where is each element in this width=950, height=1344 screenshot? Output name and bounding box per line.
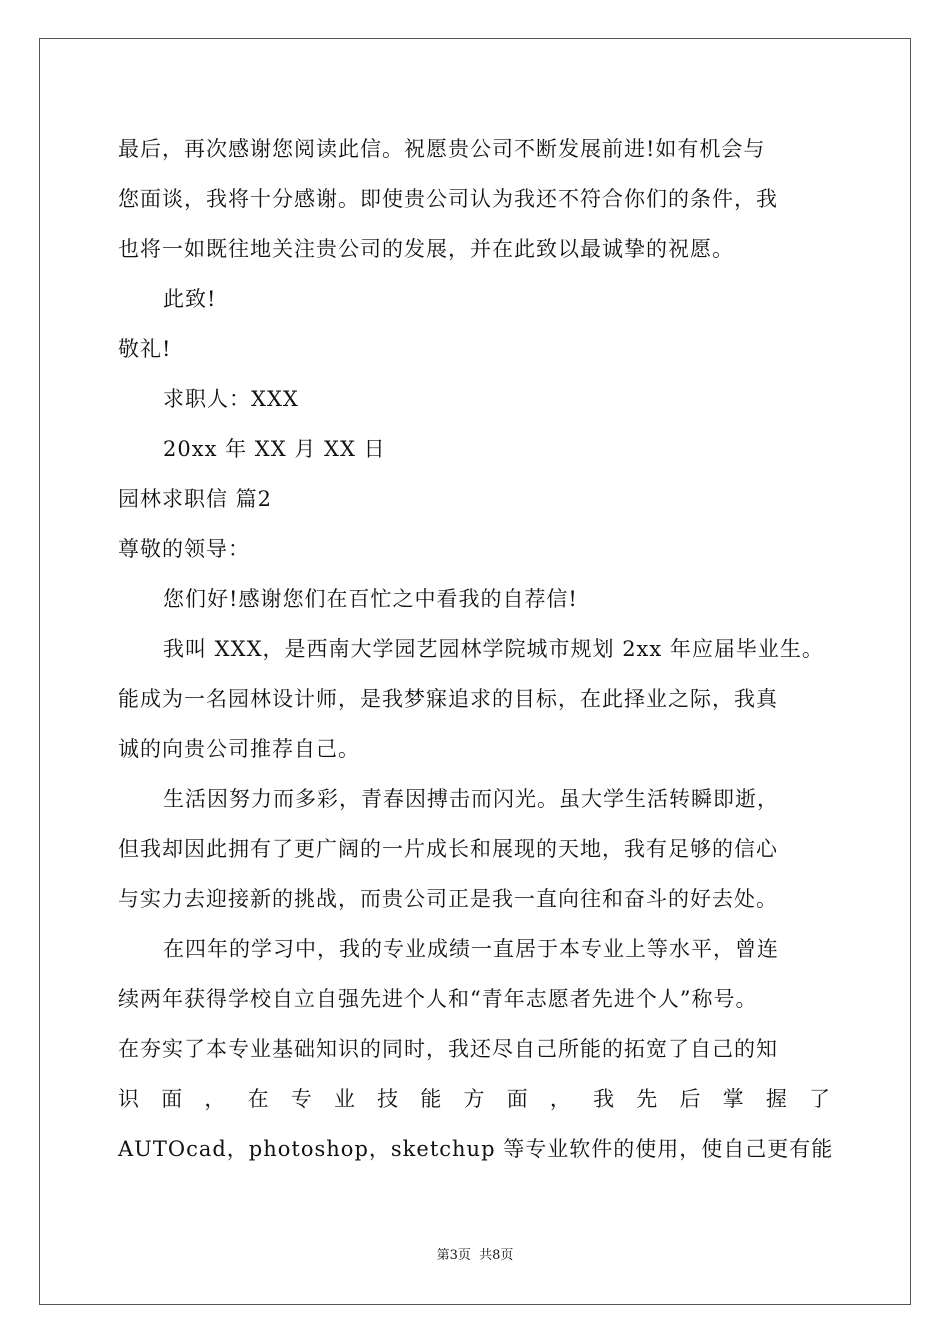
text-line: 续两年获得学校自立自强先进个人和“青年志愿者先进个人”称号。 [118,987,758,1011]
page-total: 共8页 [479,1248,514,1263]
text-line: 敬礼! [118,337,172,361]
text-line: 但我却因此拥有了更广阔的一片成长和展现的天地，我有足够的信心 [118,837,778,861]
spaced-char: 了 [809,1087,830,1111]
text-line: AUTOcad，photoshop，sketchup 等专业软件的使用，使自己更有能 [118,1137,834,1161]
salutation: 尊敬的领导： [118,537,250,561]
spaced-char: 能 [420,1087,442,1111]
spaced-char: 握 [765,1087,787,1111]
spaced-text-line [118,1087,830,1111]
spaced-char: 业 [333,1087,355,1111]
spaced-char: 在 [247,1087,269,1111]
text-line: 您面谈，我将十分感谢。即使贵公司认为我还不符合你们的条件，我 [118,187,778,211]
text-line: 也将一如既往地关注贵公司的发展，并在此致以最诚挚的祝愿。 [118,237,734,261]
text-line: 您们好!感谢您们在百忙之中看我的自荐信! [163,587,578,611]
text-line: 诚的向贵公司推荐自己。 [118,737,360,761]
text-line: 此致! [163,287,217,311]
text-line: 我叫 XXX，是西南大学园艺园林学院城市规划 2xx 年应届毕业生。 [163,637,824,661]
spaced-char: ， [549,1087,571,1111]
spaced-char: 后 [679,1087,701,1111]
text-line: 能成为一名园林设计师，是我梦寐追求的目标，在此择业之际，我真 [118,687,778,711]
page-footer [0,1248,950,1264]
spaced-char: 方 [463,1087,485,1111]
page-number: 第3页 [436,1248,471,1263]
text-line: 在四年的学习中，我的专业成绩一直居于本专业上等水平，曾连 [163,937,779,961]
spaced-char: 面 [506,1087,528,1111]
text-line: 求职人：XXX [163,387,299,411]
text-line: 在夯实了本专业基础知识的同时，我还尽自己所能的拓宽了自己的知 [118,1037,778,1061]
spaced-char: 我 [593,1087,615,1111]
spaced-char: 识 [118,1087,139,1111]
text-line: 20xx 年 XX 月 XX 日 [163,437,386,461]
spaced-char: ， [204,1087,226,1111]
spaced-char: 面 [161,1087,183,1111]
text-line: 生活因努力而多彩，青春因搏击而闪光。虽大学生活转瞬即逝， [163,787,779,811]
spaced-char: 技 [377,1087,399,1111]
page-border [39,38,911,1305]
text-line: 最后，再次感谢您阅读此信。祝愿贵公司不断发展前进!如有机会与 [118,137,766,161]
spaced-char: 先 [636,1087,658,1111]
text-line: 与实力去迎接新的挑战，而贵公司正是我一直向往和奋斗的好去处。 [118,887,778,911]
spaced-char: 掌 [722,1087,744,1111]
spaced-char: 专 [290,1087,312,1111]
section-heading: 园林求职信 篇2 [118,487,273,511]
